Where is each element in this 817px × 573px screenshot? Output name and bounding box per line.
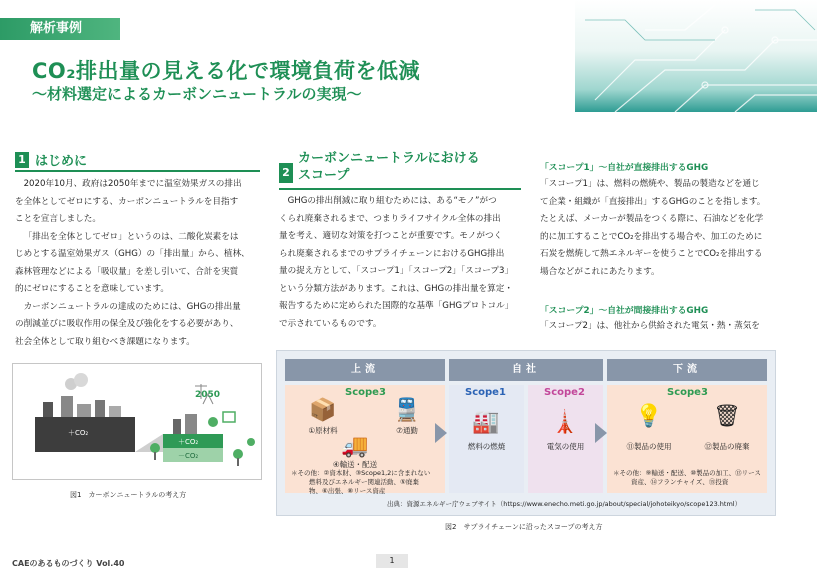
text-line: 石炭を燃焼して熱エネルギーを使うことでCO₂を排出する xyxy=(540,249,763,259)
downstream-bar: 下流 xyxy=(607,359,767,381)
scope1-label: Scope1 xyxy=(465,387,506,398)
scope1-heading: 「スコープ1」〜自社が直接排出するGHG xyxy=(540,163,709,173)
section-number: 2 xyxy=(279,163,293,183)
note-line: 燃料及びエネルギー関連活動、⑤廃棄 xyxy=(309,478,419,486)
upstream-item: ①原材料 xyxy=(308,426,338,435)
note-line: 物、⑥出張、⑧リース資産 xyxy=(309,487,386,495)
circuit-decoration xyxy=(575,0,817,112)
upstream-note xyxy=(291,469,441,496)
co2-plus-label: ＋CO₂ xyxy=(178,438,199,446)
text-line: 的に加工することでCO₂を排出する場合や、加工のために xyxy=(540,231,763,242)
section1-body xyxy=(15,176,265,351)
section-number: 1 xyxy=(15,152,29,168)
note-line: ＊その他：②資本財、③Scope1,2に含まれない xyxy=(291,469,431,477)
figure-carbon-neutral xyxy=(12,363,262,480)
scope2-body xyxy=(540,318,800,336)
text-line: られ廃棄されるまでのサプライチェーンにおけるGHG排出 xyxy=(279,248,505,259)
scope3-label: Scope3 xyxy=(667,387,708,398)
target-year: 2050 xyxy=(195,390,221,400)
section2-body xyxy=(279,193,529,333)
factory-icon: 🏭 xyxy=(472,410,500,435)
own-company-bar: 自社 xyxy=(449,359,603,381)
text-line: 森林管理などによる「吸収量」を差し引いて、合計を実質 xyxy=(15,266,239,277)
category-tag: 解析事例 xyxy=(0,18,120,40)
arrow-right-icon xyxy=(435,423,447,443)
upstream-bar: 上流 xyxy=(285,359,445,381)
downstream-note xyxy=(613,469,763,487)
text-line: 「排出を全体としてゼロ」というのは、二酸化炭素をは xyxy=(23,231,239,242)
figure-supply-chain-scopes xyxy=(276,350,776,516)
upstream-panel xyxy=(285,385,445,493)
upstream-item: ④輸送・配送 xyxy=(332,460,378,469)
train-icon: 🚆 xyxy=(393,398,421,423)
text-line: て企業・組織が「直接排出」するGHGのことを指します。 xyxy=(540,196,766,207)
text-line: 報告するために定められた国際的な基準「GHGプロトコル」 xyxy=(279,301,514,311)
text-line: を全体としてゼロにする、カーボンニュートラルを目指す xyxy=(15,196,239,207)
scope2-heading: 「スコープ2」〜自社が間接排出するGHG xyxy=(540,306,709,316)
text-line: 量を考え、適切な対策を打つことが重要です。モノがつく xyxy=(279,231,503,241)
box-icon: 📦 xyxy=(309,398,337,423)
scope2-label: Scope2 xyxy=(544,387,585,398)
scope1-panel xyxy=(449,385,524,493)
trash-icon: 🗑 xyxy=(713,404,741,429)
scope1-item: 燃料の燃焼 xyxy=(467,442,506,451)
text-line: GHGの排出削減に取り組むためには、ある“モノ”がつ xyxy=(287,196,497,206)
co2-minus-label: －CO₂ xyxy=(178,452,199,460)
text-line: カーボンニュートラルの達成のためには、GHGの排出量 xyxy=(23,301,241,312)
text-line: 的にゼロにすることを意味しています。 xyxy=(15,284,170,294)
figure2-caption: 図2 サプライチェーンに沿ったスコープの考え方 xyxy=(445,523,603,531)
text-line: じめとする温室効果ガス（GHG）の「排出量」から、植林、 xyxy=(15,249,250,259)
text-line: ことを宣言しました。 xyxy=(15,214,101,224)
section-rule xyxy=(279,188,521,190)
text-line: 場合などがこれにあたります。 xyxy=(540,266,660,277)
heading-line: カーボンニュートラルにおける xyxy=(298,151,480,166)
page-number: 1 xyxy=(376,554,408,568)
arrow-right-icon xyxy=(595,423,607,443)
note-line: ＊その他：⑨輸送・配送、⑩製品の加工、⑬リース xyxy=(613,469,761,477)
text-line: くられ廃棄されるまで、つまりライフサイクル全体の排出 xyxy=(279,213,501,224)
section-heading xyxy=(298,150,480,184)
power-tower-icon: 🗼 xyxy=(551,410,579,435)
page-title: CO₂排出量の見える化で環境負荷を低減 xyxy=(32,59,420,83)
text-line: 社会全体として取り組むべき課題になります。 xyxy=(15,336,195,347)
upstream-item: ⑦通勤 xyxy=(396,426,418,435)
text-line: たとえば、メーカーが製品をつくる際に、石油などを化学 xyxy=(540,214,764,224)
text-line: 量の捉え方として、「スコープ1」「スコープ2」「スコープ3」 xyxy=(279,266,514,276)
downstream-item: ⑫製品の廃棄 xyxy=(704,442,750,451)
scope2-item: 電気の使用 xyxy=(546,442,585,451)
text-line: で示されているものです。 xyxy=(279,318,382,329)
section-heading: はじめに xyxy=(35,154,88,169)
heading-line: スコープ xyxy=(298,168,350,183)
magazine-name: CAEのあるものづくり Vol.40 xyxy=(12,559,125,568)
circuit-board-icon xyxy=(575,0,817,112)
carbon-neutral-illustration xyxy=(13,364,261,479)
note-line: 資産、⑭フランチャイズ、⑮投資 xyxy=(631,478,729,486)
lamp-icon: 💡 xyxy=(635,404,663,429)
text-line: 「スコープ2」は、他社から供給された電気・熱・蒸気を xyxy=(540,321,760,331)
downstream-item: ⑪製品の使用 xyxy=(626,442,672,451)
section-rule xyxy=(15,170,260,172)
scope3-label: Scope3 xyxy=(345,387,386,398)
figure2-source: 出典：資源エネルギー庁ウェブサイト（https://www.enecho.meti.go.jp/about/special/johoteikyo/scope123.html） xyxy=(387,500,742,508)
page-subtitle: 〜材料選定によるカーボンニュートラルの実現〜 xyxy=(32,85,362,103)
text-line: 2020年10月、政府は2050年までに温室効果ガスの排出 xyxy=(23,179,242,189)
downstream-panel xyxy=(607,385,767,493)
text-line: という分類方法があります。これは、GHGの排出量を算定・ xyxy=(279,283,513,294)
text-line: の削減並びに吸収作用の保全及び強化をする必要があり、 xyxy=(15,319,239,329)
co2-label: ＋CO₂ xyxy=(68,429,89,437)
scope2-panel xyxy=(528,385,603,493)
figure1-caption: 図1 カーボンニュートラルの考え方 xyxy=(70,491,187,499)
scope1-body xyxy=(540,176,800,281)
text-line: 「スコープ1」は、燃料の燃焼や、製品の製造などを通じ xyxy=(540,179,760,189)
truck-icon: 🚚 xyxy=(341,434,369,459)
